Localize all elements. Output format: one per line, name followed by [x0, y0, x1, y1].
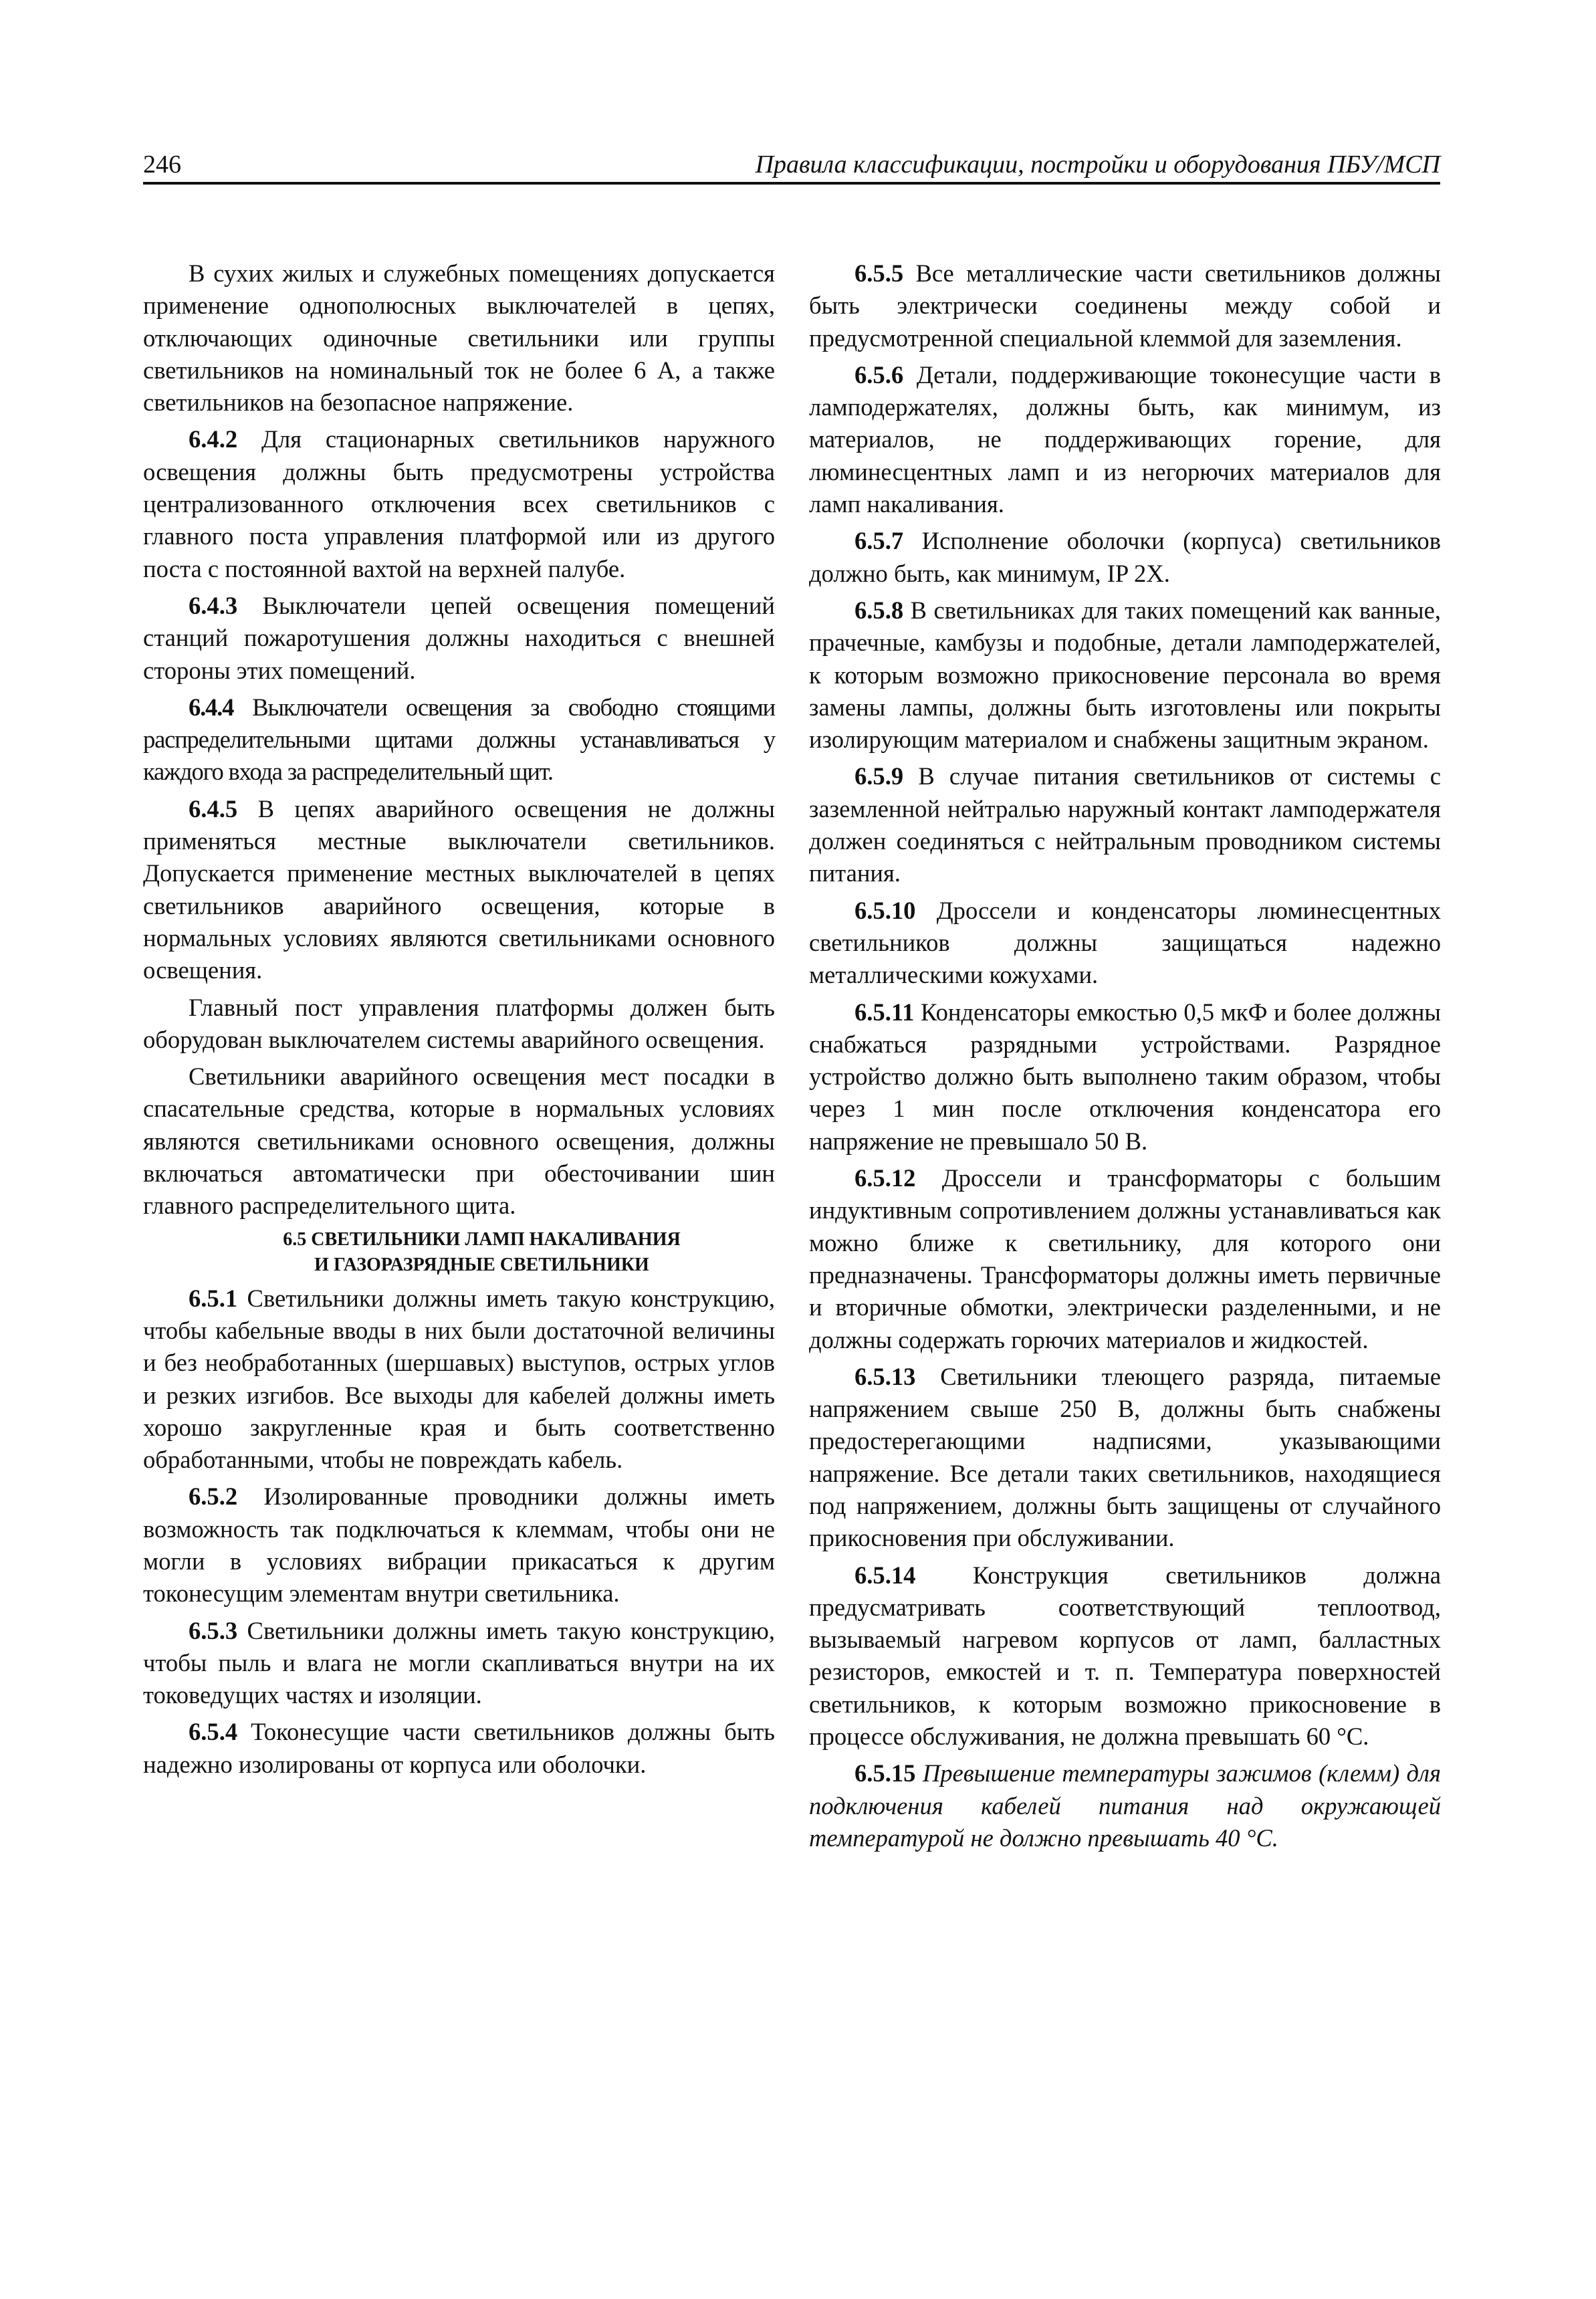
- paragraph-6-5-15: [809, 1757, 1441, 1854]
- paragraph-6-5-4: [143, 1716, 775, 1781]
- clause-number: 6.5.8: [854, 596, 904, 624]
- clause-text: Токонесущие части светильников должны быть надежно изолированы от корпуса или оболочки.: [143, 1718, 775, 1778]
- clause-text: В светильниках для таких помещений как ванные, прачечные, камбузы и подобные, детали ламподержателей, к которым возможно прикосновение персонала во время замены лампы, должны быть изготовлены или покрыты изолирующим материалом и снабжены защитным экраном.: [809, 596, 1441, 754]
- clause-text: Светильники тлеющего разряда, питаемые напряжением свыше 250 В, должны быть снабжены предостерегающими надписями, указывающими напряжение. Все детали таких светильников, находящиеся под напряжением, должны быть защищены от случайного прикосновения при обслуживании.: [809, 1362, 1441, 1552]
- paragraph-6-4-4: [143, 691, 775, 788]
- clause-text: Исполнение оболочки (корпуса) светильников должно быть, как минимум, IP 2X.: [809, 527, 1441, 587]
- clause-number: 6.5.9: [854, 762, 904, 790]
- clause-text: Выключатели освещения за свободно стоящими распределительными щитами должны устанавливаться у каждого входа за распределительный щит.: [143, 693, 775, 786]
- paragraph-6-5-14: [809, 1559, 1441, 1753]
- clause-number: 6.5.14: [854, 1561, 916, 1589]
- paragraph-6-4-3: [143, 590, 775, 687]
- clause-number: 6.4.2: [189, 425, 238, 453]
- right-column: [809, 257, 1441, 1859]
- clause-text: Дроссели и конденсаторы люминесцентных светильников должны защищаться надежно металлическими кожухами.: [809, 896, 1441, 989]
- paragraph-6-5-7: [809, 525, 1441, 590]
- clause-text: Выключатели цепей освещения помещений станций пожаротушения должны находиться с внешней стороны этих помещений.: [143, 591, 775, 684]
- left-column: [143, 257, 775, 1785]
- paragraph-6-5-5: [809, 257, 1441, 354]
- paragraph-emergency-lights: Светильники аварийного освещения мест посадки в спасательные средства, которые в нормальных условиях являются светильниками основного освещения, должны включаться автоматически при обесточивании шин главного распределительного щита.: [143, 1063, 775, 1220]
- clause-text: Светильники должны иметь такую конструкцию, чтобы пыль и влага не могли скапливаться внутри на их токоведущих частях и изоляции.: [143, 1616, 775, 1709]
- clause-number: 6.5.10: [854, 896, 916, 924]
- clause-text: Для стационарных светильников наружного освещения должны быть предусмотрены устройства централизованного отключения всех светильников с главного поста управления платформой или из другого поста с постоянной вахтой на верхней палубе.: [143, 425, 775, 582]
- section-heading-line: И ГАЗОРАЗРЯДНЫЕ СВЕТИЛЬНИКИ: [314, 1254, 649, 1275]
- paragraph-6-5-9: [809, 760, 1441, 889]
- clause-number: 6.4.5: [189, 794, 238, 823]
- page-header: [143, 142, 1440, 185]
- section-heading-6-5: [143, 1227, 775, 1278]
- clause-text: Дроссели и трансформаторы с большим индуктивным сопротивлением должны устанавливаться как можно ближе к светильнику, для которого они предназначены. Трансформаторы должны иметь первичные и вторичные обмотки, электрически разделенными, и не должны содержать горючих материалов и жидкостей.: [809, 1164, 1441, 1353]
- clause-text: Изолированные проводники должны иметь возможность так подключаться к клеммам, чтобы они не могли в условиях вибрации прикасаться к другим токонесущим элементам внутри светильника.: [143, 1483, 775, 1608]
- paragraph-6-5-6: [809, 359, 1441, 520]
- clause-number: 6.5.6: [854, 360, 904, 389]
- clause-number: 6.5.5: [854, 259, 904, 287]
- clause-text: В цепях аварийного освещения не должны применяться местные выключатели светильников. Допускается применение местных выключателей в цепях светильников аварийного освещения, которые в нормальных условиях являются светильниками основного освещения.: [143, 794, 775, 984]
- clause-text: Детали, поддерживающие токонесущие части в ламподержателях, должны быть, как минимум, из материалов, не поддерживающих горение, для люминесцентных ламп и из негорючих материалов для ламп накаливания.: [809, 360, 1441, 518]
- paragraph-6-5-1: [143, 1283, 775, 1476]
- clause-text: Все металлические части светильников должны быть электрически соединены между собой и предусмотренной специальной клеммой для заземления.: [809, 259, 1441, 352]
- running-title: Правила классификации, постройки и оборудования ПБУ/МСП: [755, 150, 1440, 179]
- paragraph-6-5-13: [809, 1361, 1441, 1555]
- clause-number: 6.5.11: [854, 998, 915, 1026]
- clause-number: 6.5.12: [854, 1164, 916, 1192]
- paragraph-main-post: Главный пост управления платформы должен быть оборудован выключателем системы аварийного освещения.: [143, 993, 775, 1053]
- paragraph-6-5-3: [143, 1615, 775, 1712]
- clause-text: Превышение температуры зажимов (клемм) для подключения кабелей питания над окружающей температурой не должно превышать 40 °С.: [809, 1759, 1441, 1852]
- page-number: 246: [143, 150, 181, 179]
- clause-number: 6.5.3: [189, 1616, 238, 1644]
- paragraph-6-4-5: [143, 793, 775, 987]
- clause-number: 6.5.1: [189, 1284, 238, 1312]
- paragraph-6-5-2: [143, 1481, 775, 1610]
- clause-text: Конденсаторы емкостью 0,5 мкФ и более должны снабжаться разрядными устройствами. Разрядное устройство должно быть выполнено таким образом, чтобы через 1 мин после отключения конденсатора его напряжение не превышало 50 В.: [809, 998, 1441, 1155]
- clause-number: 6.4.4: [189, 693, 234, 721]
- paragraph-6-5-11: [809, 996, 1441, 1158]
- paragraph-intro: В сухих жилых и служебных помещениях допускается применение однополюсных выключателей в цепях, отключающих одиночные светильники или группы светильников на номинальный ток не более 6 А, а также светильников на безопасное напряжение.: [143, 259, 775, 417]
- clause-number: 6.5.2: [189, 1483, 238, 1511]
- section-heading-line: 6.5 СВЕТИЛЬНИКИ ЛАМП НАКАЛИВАНИЯ: [283, 1228, 681, 1250]
- clause-text: В случае питания светильников от системы с заземленной нейтралью наружный контакт ламподержателя должен соединяться с нейтральным проводником системы питания.: [809, 762, 1441, 887]
- paragraph-6-5-10: [809, 895, 1441, 992]
- paragraph-6-5-8: [809, 594, 1441, 756]
- clause-number: 6.4.3: [189, 591, 238, 619]
- clause-number: 6.5.15: [854, 1759, 916, 1787]
- clause-number: 6.5.4: [189, 1718, 238, 1746]
- clause-text: Светильники должны иметь такую конструкцию, чтобы кабельные вводы в них были достаточной величины и без необработанных (шершавых) выступов, острых углов и резких изгибов. Все выходы для кабелей должны иметь хорошо закругленные края и быть соответственно обработанными, чтобы не повреждать кабель.: [143, 1284, 775, 1474]
- clause-text: Конструкция светильников должна предусматривать соответствующий теплоотвод, вызываемый нагревом корпусов от ламп, балластных резисторов, емкостей и т. п. Температура поверхностей светильников, к которым возможно прикосновение в процессе обслуживания, не должна превышать 60 °С.: [809, 1561, 1441, 1751]
- paragraph-6-4-2: [143, 423, 775, 584]
- clause-number: 6.5.13: [854, 1362, 916, 1390]
- paragraph-6-5-12: [809, 1162, 1441, 1356]
- clause-number: 6.5.7: [854, 527, 904, 555]
